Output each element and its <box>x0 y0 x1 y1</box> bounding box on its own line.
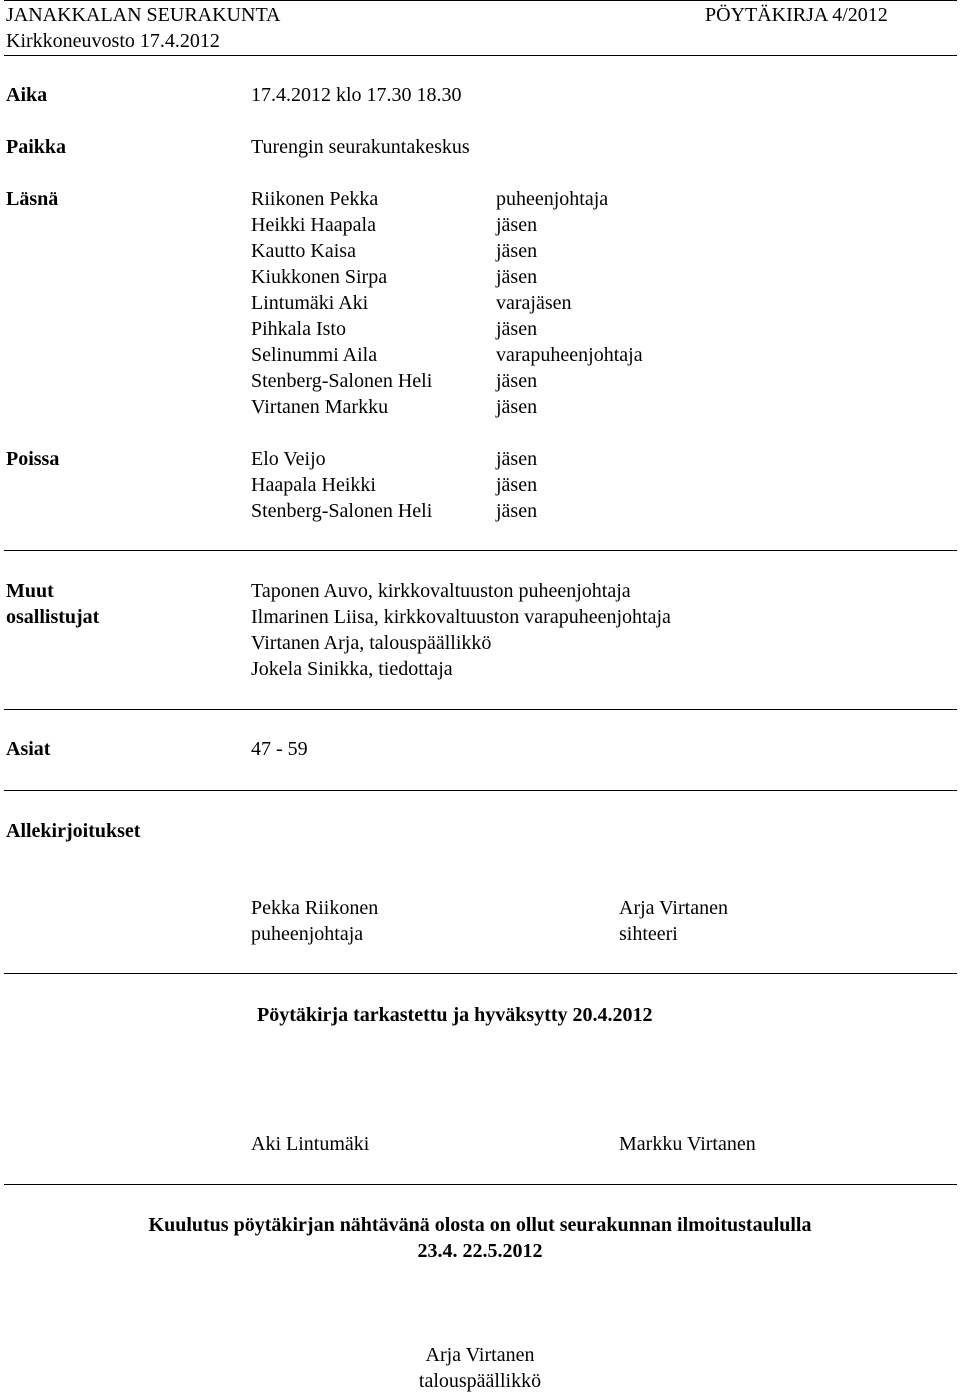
muut-label-line2: osallistujat <box>6 606 100 628</box>
list-item <box>0 316 960 342</box>
divider <box>4 1184 957 1185</box>
inspector-name: Markku Virtanen <box>619 1133 756 1155</box>
member-role: jäsen <box>496 474 538 496</box>
list-item <box>0 186 960 212</box>
list-item <box>0 264 960 290</box>
member-role: varajäsen <box>496 292 572 314</box>
member-role: jäsen <box>496 240 538 262</box>
member-name: Elo Veijo <box>251 448 326 470</box>
list-item: Ilmarinen Liisa, kirkkovaltuuston varapuheenjohtaja <box>251 606 671 628</box>
member-name: Stenberg-Salonen Heli <box>251 500 433 522</box>
aika-label: Aika <box>6 84 48 106</box>
member-role: jäsen <box>496 266 538 288</box>
list-item: Taponen Auvo, kirkkovaltuuston puheenjohtaja <box>251 580 631 602</box>
list-item <box>0 290 960 316</box>
muut-label-line1: Muut <box>6 580 54 602</box>
member-name: Stenberg-Salonen Heli <box>251 370 433 392</box>
list-item <box>0 446 960 472</box>
list-item <box>0 472 960 498</box>
notice-signer-name: Arja Virtanen <box>425 1344 535 1366</box>
signer-name: Pekka Riikonen <box>251 897 379 919</box>
divider <box>4 709 957 710</box>
aika-value: 17.4.2012 klo 17.30 18.30 <box>251 84 462 106</box>
member-name: Selinummi Aila <box>251 344 378 366</box>
list-item: Virtanen Arja, talouspäällikkö <box>251 632 492 654</box>
list-item <box>0 394 960 420</box>
asiat-label: Asiat <box>6 738 51 760</box>
member-name: Virtanen Markku <box>251 396 389 418</box>
org-name: JANAKKALAN SEURAKUNTA <box>6 4 281 26</box>
list-item <box>0 498 960 524</box>
list-item <box>0 342 960 368</box>
list-item: Jokela Sinikka, tiedottaja <box>251 658 453 680</box>
asiat-value: 47 - 59 <box>251 738 308 760</box>
member-role: jäsen <box>496 370 538 392</box>
notice-signer-title: talouspäällikkö <box>418 1370 542 1392</box>
signer-title: sihteeri <box>619 923 678 945</box>
document-number: PÖYTÄKIRJA 4/2012 <box>705 4 888 26</box>
member-name: Pihkala Isto <box>251 318 346 340</box>
paikka-value: Turengin seurakuntakeskus <box>251 136 470 158</box>
approval-statement: Pöytäkirja tarkastettu ja hyväksytty 20.4.2012 <box>257 1004 653 1026</box>
member-role: varapuheenjohtaja <box>496 344 643 366</box>
member-name: Kiukkonen Sirpa <box>251 266 388 288</box>
list-item <box>0 238 960 264</box>
member-role: puheenjohtaja <box>496 188 609 210</box>
poissa-label: Poissa <box>6 448 60 470</box>
member-name: Lintumäki Aki <box>251 292 369 314</box>
notice-dates: 23.4. 22.5.2012 <box>417 1240 543 1262</box>
member-role: jäsen <box>496 318 538 340</box>
notice-line1: Kuulutus pöytäkirjan nähtävänä olosta on ollut seurakunnan ilmoitustaululla <box>148 1214 812 1236</box>
allekirjoitukset-label: Allekirjoitukset <box>6 820 141 842</box>
member-name: Heikki Haapala <box>251 214 376 236</box>
member-name: Riikonen Pekka <box>251 188 379 210</box>
member-role: jäsen <box>496 214 538 236</box>
list-item <box>0 368 960 394</box>
divider <box>4 973 957 974</box>
lasna-label: Läsnä <box>6 188 59 210</box>
inspector-name: Aki Lintumäki <box>251 1133 370 1155</box>
signer-title: puheenjohtaja <box>251 923 364 945</box>
member-role: jäsen <box>496 448 538 470</box>
member-name: Kautto Kaisa <box>251 240 356 262</box>
signer-name: Arja Virtanen <box>619 897 728 919</box>
divider <box>4 550 957 551</box>
member-role: jäsen <box>496 396 538 418</box>
divider <box>4 790 957 791</box>
paikka-label: Paikka <box>6 136 67 158</box>
member-role: jäsen <box>496 500 538 522</box>
meeting-body-date: Kirkkoneuvosto 17.4.2012 <box>6 30 220 52</box>
member-name: Haapala Heikki <box>251 474 376 496</box>
list-item <box>0 212 960 238</box>
